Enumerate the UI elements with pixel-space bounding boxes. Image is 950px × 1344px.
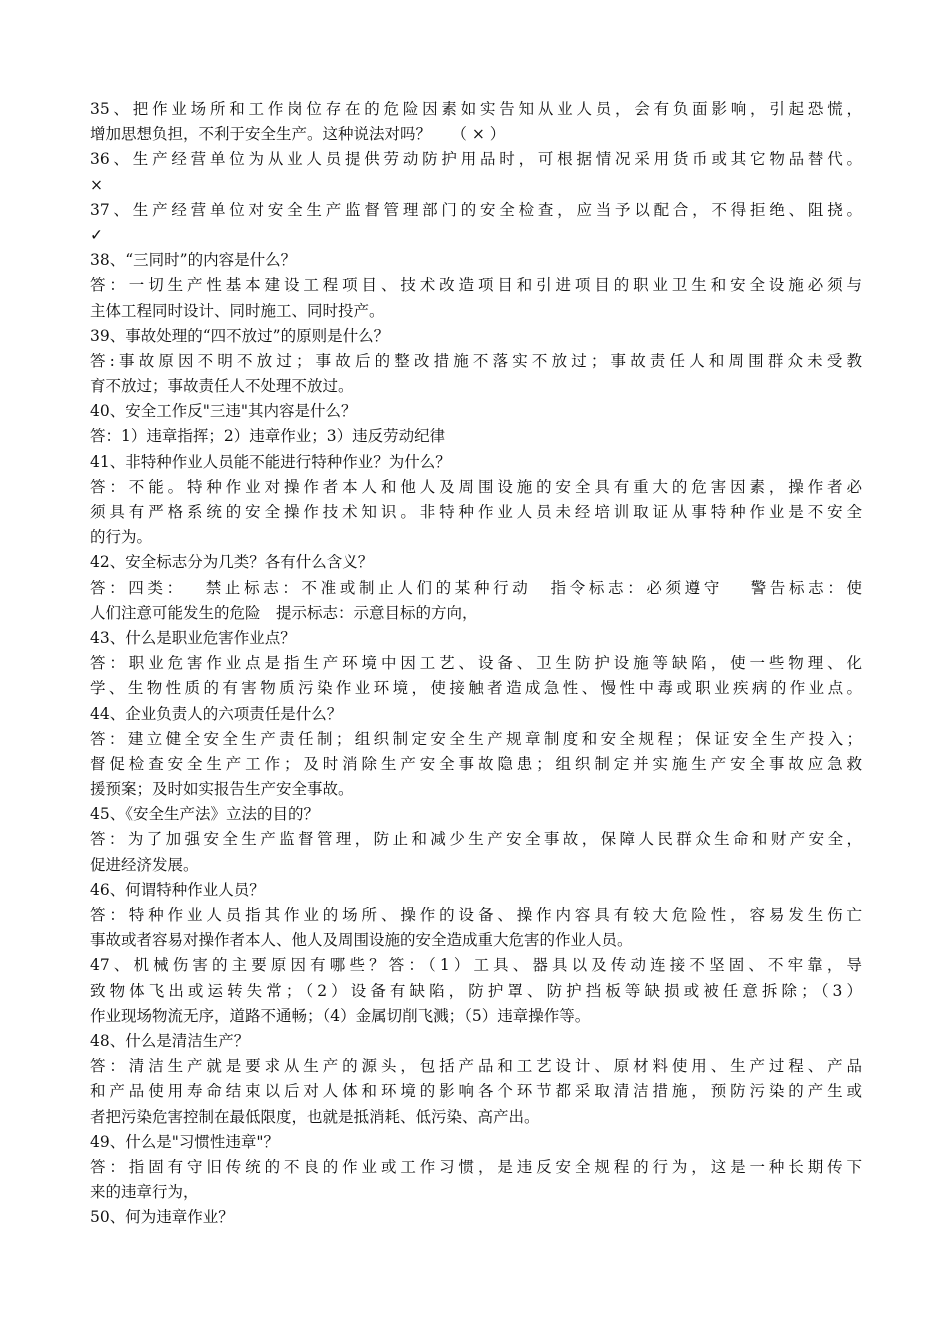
text-line: 答:事故原因不明不放过；事故后的整改措施不落实不放过；事故责任人和周围群众未受教 [90, 351, 862, 370]
text-line: 的行为。 [90, 528, 153, 547]
text-line: 者把污染危害控制在最低限度，也就是抵消耗、低污染、高产出。 [90, 1107, 540, 1126]
text-line: 35、把作业场所和工作岗位存在的危险因素如实告知从业人员，会有负面影响，引起恐慌， [90, 100, 862, 118]
text-line: 育不放过；事故责任人不处理不放过。 [90, 377, 354, 396]
text-line: 督促检查安全生产工作；及时消除生产安全事故隐患；组织制定并实施生产安全事故应急救 [90, 754, 862, 773]
text-line: 45、《安全生产法》立法的目的？ [90, 805, 319, 824]
text-line: 42、安全标志分为几类？各有什么含义？ [90, 553, 374, 572]
text-line: 须具有严格系统的安全操作技术知识。非特种作业人员未经培训取证从事特种作业是不安全 [90, 503, 862, 521]
text-line: 答：为了加强安全生产监督管理，防止和减少生产安全事故，保障人民群众生命和财产安全， [90, 830, 862, 849]
text-line: 增加思想负担，不利于安全生产。这种说法对吗？ （ × ） [90, 125, 506, 144]
text-line: 人们注意可能发生的危险 提示标志：示意目标的方向， [90, 603, 478, 622]
text-line: 48、什么是清洁生产？ [90, 1031, 250, 1050]
text-line: 答：特种作业人员指其作业的场所、操作的设备、操作内容具有较大危险性，容易发生伤亡 [90, 906, 862, 924]
text-line: 44、企业负责人的六项责任是什么？ [90, 704, 343, 723]
text-line: 致物体飞出或运转失常；（2）设备有缺陷，防护罩、防护挡板等缺损或被任意拆除；（3） [90, 981, 862, 1000]
text-line: 事故或者容易对操作者本人、他人及周围设施的安全造成重大危害的作业人员。 [90, 931, 633, 950]
text-line: ✓ [90, 225, 103, 244]
text-line: 和产品使用寿命结束以后对人体和环境的影响各个环节都采取清洁措施，预防污染的产生或 [90, 1082, 862, 1101]
text-line: 答：1）违章指挥；2）违章作业；3）违反劳动纪律 [90, 427, 446, 446]
text-line: 答：建立健全安全生产责任制；组织制定安全生产规章制度和安全规程；保证安全生产投入； [90, 729, 862, 748]
text-line: 答：职业危害作业点是指生产环境中因工艺、设备、卫生防护设施等缺陷，使一些物理、化 [90, 654, 862, 673]
text-line: 47、机械伤害的主要原因有哪些？答：（1）工具、器具以及传动连接不坚固、不牢靠，导 [90, 956, 862, 975]
text-line: 38、“三同时”的内容是什么？ [90, 251, 297, 270]
text-line: × [90, 175, 103, 194]
text-line: 46、何谓特种作业人员？ [90, 880, 265, 899]
text-line: 37、生产经营单位对安全生产监督管理部门的安全检查，应当予以配合，不得拒绝、阻挠。 [90, 200, 862, 219]
text-line: 援预案；及时如实报告生产安全事故。 [90, 780, 354, 799]
text-line: 39、事故处理的“四不放过”的原则是什么？ [90, 326, 390, 345]
text-line: 49、什么是"习惯性违章"？ [90, 1132, 279, 1151]
text-line: 答：指固有守旧传统的不良的作业或工作习惯，是违反安全规程的行为，这是一种长期传下 [90, 1157, 862, 1176]
text-line: 主体工程同时设计、同时施工、同时投产。 [90, 301, 385, 320]
document-body [90, 97, 862, 1230]
text-line: 来的违章行为， [90, 1183, 199, 1202]
text-line: 作业现场物流无序，道路不通畅；（4）金属切削飞溅；（5）违章操作等。 [90, 1006, 591, 1025]
text-line: 41、非特种作业人员能不能进行特种作业？为什么？ [90, 452, 451, 471]
text-line: 50、何为违章作业？ [90, 1208, 234, 1227]
text-line: 学、生物性质的有害物质污染作业环境，使接触者造成急性、慢性中毒或职业疾病的作业点。 [90, 679, 862, 698]
text-line: 促进经济发展。 [90, 855, 199, 874]
text-line: 43、什么是职业危害作业点？ [90, 628, 296, 647]
text-line: 36、生产经营单位为从业人员提供劳动防护用品时，可根据情况采用货币或其它物品替代。 [90, 150, 862, 169]
text-line: 答：清洁生产就是要求从生产的源头，包括产品和工艺设计、原材料使用、生产过程、产品 [90, 1057, 862, 1076]
text-line: 40、安全工作反"三违"其内容是什么？ [90, 402, 357, 421]
text-line: 答：不能。特种作业对操作者本人和他人及周围设施的安全具有重大的危害因素，操作者必 [90, 477, 862, 496]
text-line: 答：四类： 禁止标志：不准或制止人们的某种行动 指令标志：必须遵守 警告标志：使 [90, 578, 862, 597]
text-line: 答：一切生产性基本建设工程项目、技术改造项目和引进项目的职业卫生和安全设施必须与 [90, 276, 862, 295]
